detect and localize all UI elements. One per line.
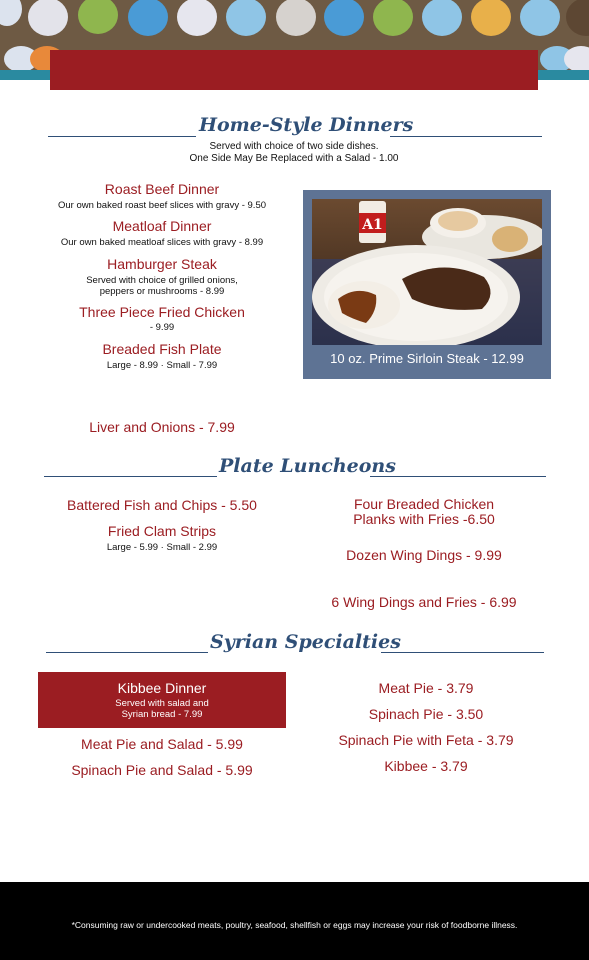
polka-dot <box>471 0 511 36</box>
menu-item-name: Meatloaf Dinner <box>112 218 212 234</box>
menu-item-desc: Served with choice of grilled onions, <box>86 275 238 286</box>
menu-item-name: Meat Pie and Salad - 5.99 <box>81 736 243 752</box>
photo-caption: 10 oz. Prime Sirloin Steak - 12.99 <box>330 351 524 366</box>
desc-line: Served with salad and <box>115 698 209 709</box>
menu-item-desc <box>38 698 286 720</box>
polka-dot <box>276 0 316 36</box>
menu-item-desc: Our own baked roast beef slices with gravy - 9.50 <box>57 200 267 211</box>
header-red-banner <box>50 50 538 90</box>
title-rule-left <box>44 476 217 477</box>
polka-dot <box>373 0 413 36</box>
title-rule-left <box>48 136 196 137</box>
menu-item-desc: - 9.99 <box>149 322 175 333</box>
polka-dot <box>177 0 217 36</box>
desc-line: Syrian bread - 7.99 <box>121 709 203 720</box>
menu-item-desc: Large - 8.99 · Small - 7.99 <box>106 360 218 371</box>
menu-item-desc: Our own baked meatloaf slices with gravy - 8.99 <box>60 237 264 248</box>
section-title-luncheons: Plate Luncheons <box>219 455 396 477</box>
polka-dot <box>566 0 589 36</box>
polka-dot <box>128 0 168 36</box>
section-title-syrian: Syrian Specialties <box>210 631 401 653</box>
menu-item-desc: peppers or mushrooms - 8.99 <box>99 286 225 297</box>
menu-item-name: Kibbee - 3.79 <box>384 758 468 774</box>
menu-item-name: Kibbee Dinner <box>117 680 207 696</box>
menu-item-name: Spinach Pie with Feta - 3.79 <box>338 732 514 748</box>
polka-dot <box>422 0 462 36</box>
polka-dot <box>520 0 560 36</box>
menu-item-name: Fried Clam Strips <box>107 523 217 539</box>
item-line: Planks with Fries -6.50 <box>353 511 495 527</box>
steak-photo-illustration <box>312 199 542 345</box>
home-style-subtitle <box>150 141 438 165</box>
a1-label: A1 <box>362 217 383 233</box>
menu-item-desc: Large - 5.99 · Small - 2.99 <box>106 542 218 553</box>
title-rule-right <box>370 476 546 477</box>
menu-item-name: Liver and Onions - 7.99 <box>89 419 235 435</box>
polka-dot <box>0 0 22 26</box>
title-rule-right <box>381 652 544 653</box>
footer-disclaimer: *Consuming raw or undercooked meats, poultry, seafood, shellfish or eggs may increase your risk of foodborne illness. <box>71 920 518 930</box>
section-title-home-style: Home-Style Dinners <box>199 114 414 136</box>
menu-item-name: Breaded Fish Plate <box>102 341 222 357</box>
subtitle-line: Served with choice of two side dishes. <box>209 141 379 152</box>
menu-item-name: Spinach Pie and Salad - 5.99 <box>71 762 253 778</box>
polka-dot <box>226 0 266 36</box>
menu-item-name: Dozen Wing Dings - 9.99 <box>346 547 502 563</box>
menu-item-name: Roast Beef Dinner <box>104 181 220 197</box>
item-line: Four Breaded Chicken <box>353 496 495 512</box>
steak-photo <box>312 199 542 345</box>
title-rule-left <box>46 652 208 653</box>
menu-item-name: Battered Fish and Chips - 5.50 <box>67 497 257 513</box>
title-rule-right <box>390 136 542 137</box>
menu-item-name: Spinach Pie - 3.50 <box>368 706 484 722</box>
menu-item-name: Meat Pie - 3.79 <box>378 680 474 696</box>
menu-item-name: Hamburger Steak <box>107 256 217 272</box>
polka-dot <box>324 0 364 36</box>
polka-dot <box>78 0 118 34</box>
menu-item-name <box>300 497 548 527</box>
menu-item-name: 6 Wing Dings and Fries - 6.99 <box>331 594 517 610</box>
menu-item-name: Three Piece Fried Chicken <box>79 304 245 320</box>
polka-dot <box>28 0 68 36</box>
subtitle-line: One Side May Be Replaced with a Salad - 1.00 <box>189 153 399 164</box>
